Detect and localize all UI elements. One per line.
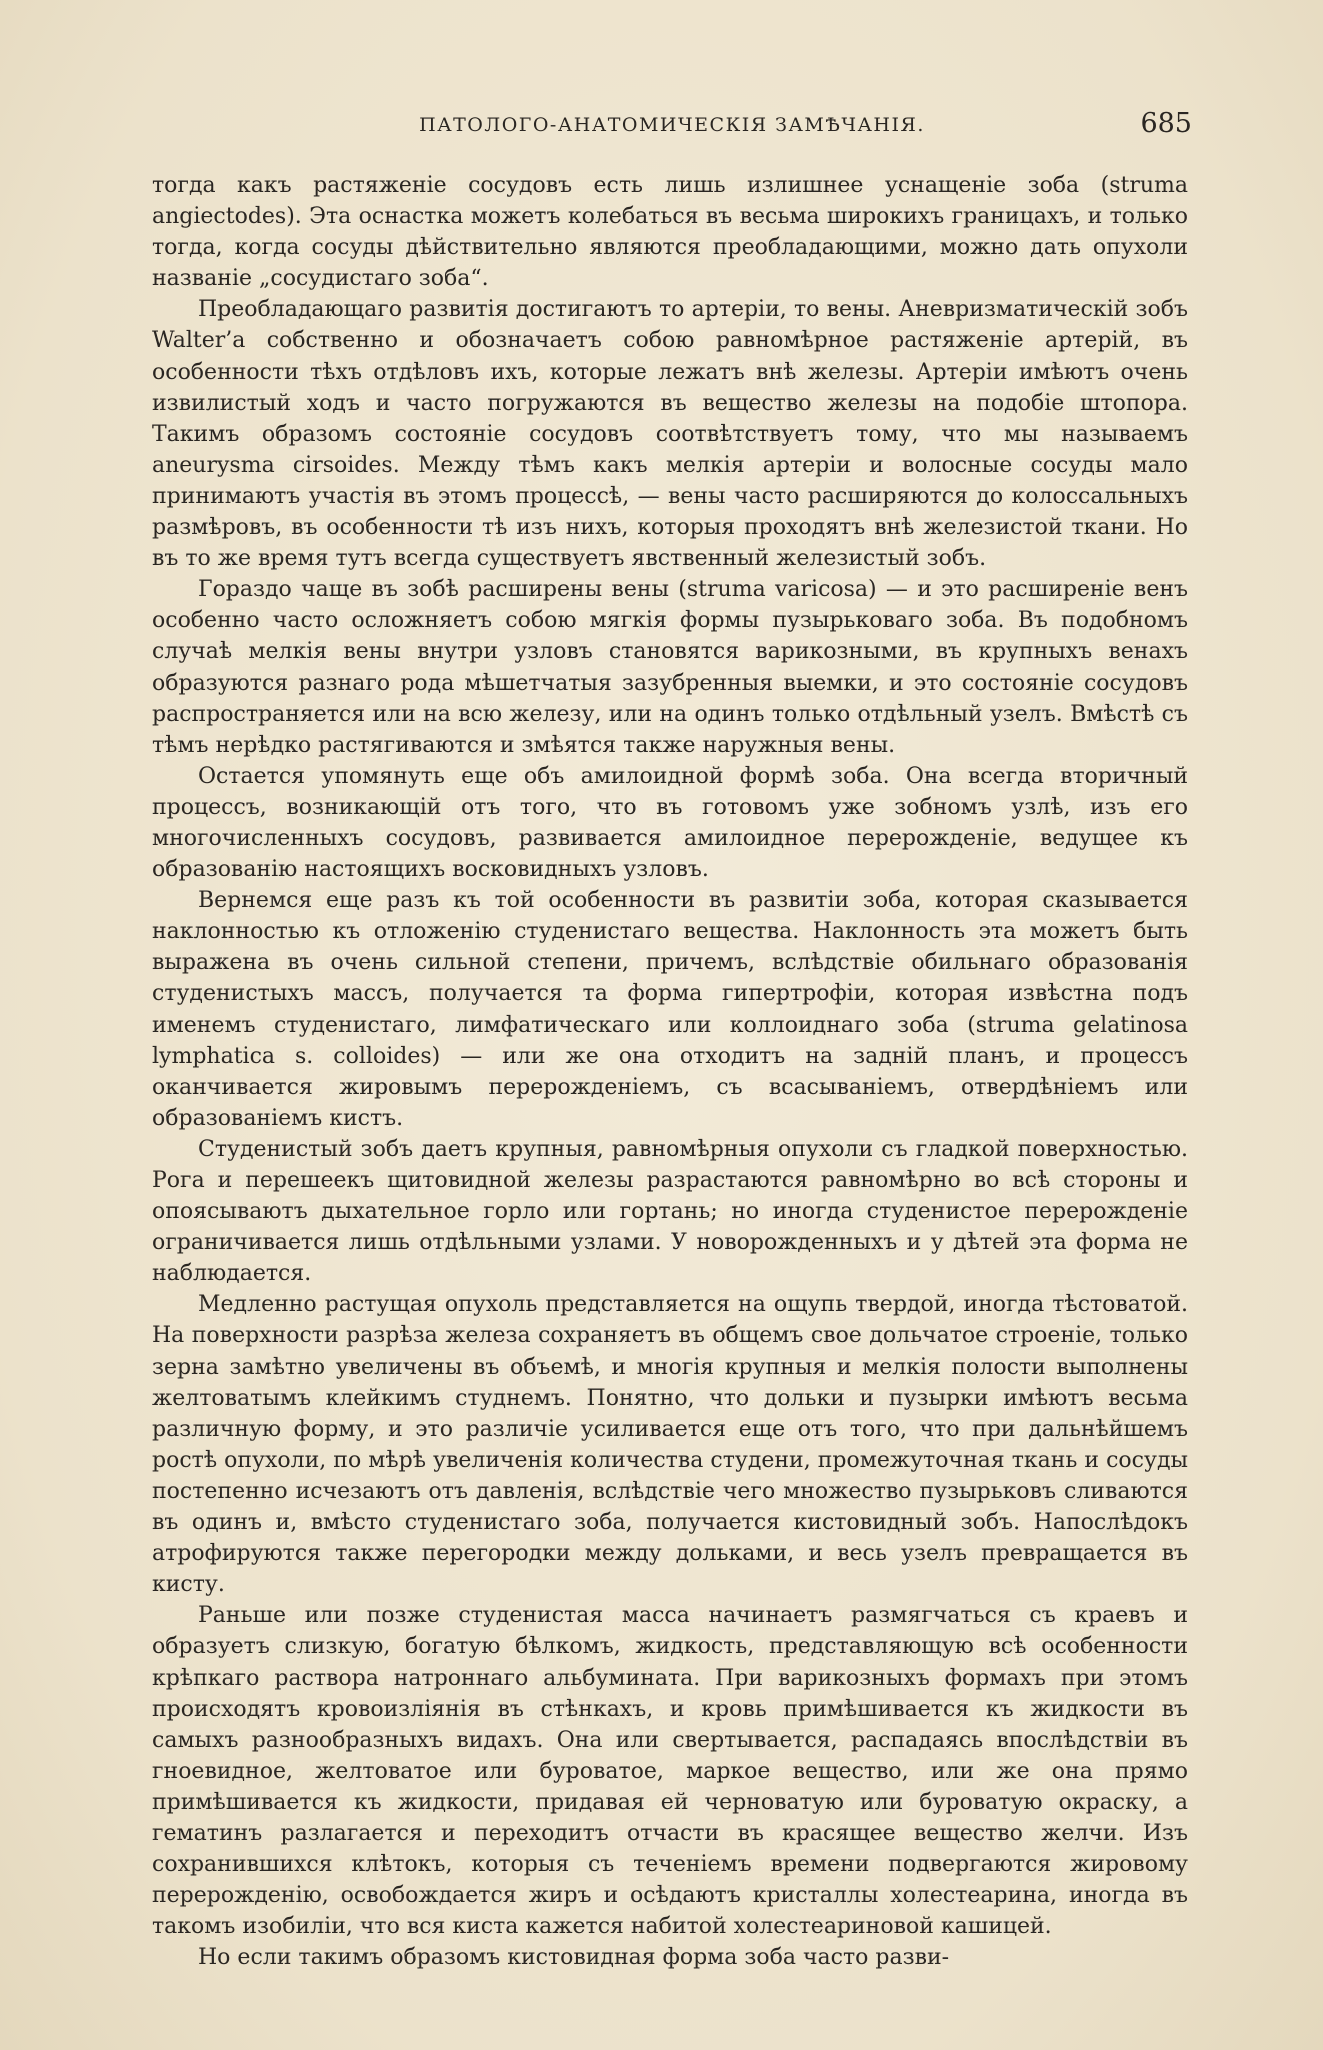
page-number: 685 [1140,108,1192,139]
paragraph-6: Студенистый зобъ даетъ крупныя, равномѣрныя опухоли съ гладкой поверхностью. Рога и перешеекъ щитовидной железы разрастаются равномѣрно во всѣ стороны и опоясываютъ дыхательное горло или гортань; но иногда студенистое перерожденіе ограничивается лишь отдѣльными узлами. У новорожденныхъ и у дѣтей эта форма не наблюдается. [152,1136,1188,1287]
paragraph-5: Вернемся еще разъ къ той особенности въ развитіи зоба, которая сказывается наклонностью къ отложенію студенистаго вещества. Наклонность эта можетъ быть выражена въ очень сильной степени, причемъ, вслѣдствіе обильнаго образованія студенистыхъ массъ, получается та форма гипертрофіи, которая извѣстна подъ именемъ студенистаго, лимфатическаго или коллоиднаго зоба (struma gelatinosa lymphatica s. colloides) — или же она отходитъ на задній планъ, и процессъ оканчивается жировымъ перерожденіемъ, съ всасываніемъ, отвердѣніемъ или образованіемъ кистъ. [152,888,1188,1131]
paragraph-8: Раньше или позже студенистая масса начинаетъ размягчаться съ краевъ и образуетъ слизкую, богатую бѣлкомъ, жидкость, представляющую всѣ особенности крѣпкаго раствора натроннаго альбумината. При варикозныхъ формахъ при этомъ происходятъ кровоизліянія въ стѣнкахъ, и кровь примѣшивается къ жидкости въ самыхъ разнообразныхъ видахъ. Она или свертывается, распадаясь впослѣдствіи въ гноевидное, желтоватое или буроватое, маркое вещество, или же она прямо примѣшивается къ жидкости, придавая ей черноватую или буроватую окраску, а гематинъ разлагается и переходитъ отчасти въ красящее вещество желчи. Изъ сохранившихся клѣтокъ, которыя съ теченіемъ времени подвергаются жировому перерожденію, освобождается жиръ и осѣдаютъ кристаллы холестеарина, иногда въ такомъ изобиліи, что вся киста кажется набитой холестеариновой кашицей. [152,1603,1188,1940]
running-title: ПАТОЛОГО-АНАТОМИЧЕСКІЯ ЗАМѢЧАНІЯ. [419,114,925,136]
paragraph-9: Но если такимъ образомъ кистовидная форма зоба часто разви- [198,1945,950,1971]
paragraph-3: Гораздо чаще въ зобѣ расширены вены (struma varicosa) — и это расширеніе венъ особенно часто осложняетъ собою мягкія формы пузырьковаго зоба. Въ подобномъ случаѣ мелкія вены внутри узловъ становятся варикозными, въ крупныхъ венахъ образуются разнаго рода мѣшетчатыя зазубренныя выемки, и это состояніе сосудовъ распространяется или на всю железу, или на одинъ только отдѣльный узелъ. Вмѣстѣ съ тѣмъ нерѣдко растягиваются и змѣятся также наружныя вены. [152,577,1188,758]
paragraph-1: тогда какъ растяженіе сосудовъ есть лишь излишнее уснащеніе зоба (struma angiectodes). Эта оснастка можетъ колебаться въ весьма широкихъ границахъ, и только тогда, когда сосуды дѣйствительно являются преобладающими, можно дать опухоли названіе „сосудистаго зоба“. [152,173,1188,292]
paragraph-7: Медленно растущая опухоль представляется на ощупь твердой, иногда тѣстоватой. На поверхности разрѣза железа сохраняетъ въ общемъ свое дольчатое строеніе, только зерна замѣтно увеличены въ объемѣ, и многія крупныя и мелкія полости выполнены желтоватымъ клейкимъ студнемъ. Понятно, что дольки и пузырки имѣютъ весьма различную форму, и это различіе усиливается еще отъ того, что при дальнѣйшемъ ростѣ опухоли, по мѣрѣ увеличенія количества студени, промежуточная ткань и сосуды постепенно исчезаютъ отъ давленія, вслѣдствіе чего множество пузырьковъ сливаются въ одинъ и, вмѣсто студенистаго зоба, получается кистовидный зобъ. Напослѣдокъ атрофируются также перегородки между дольками, и весь узелъ превращается въ кисту. [152,1292,1188,1598]
paragraph-4: Остается упомянуть еще объ амилоидной формѣ зоба. Она всегда вторичный процессъ, возникающій отъ того, что въ готовомъ уже зобномъ узлѣ, изъ его многочисленныхъ сосудовъ, развивается амилоидное перерожденіе, ведущее къ образованію настоящихъ восковидныхъ узловъ. [152,763,1188,883]
page-header [152,108,1192,148]
paragraph-2: Преобладающаго развитія достигаютъ то артеріи, то вены. Аневризматическій зобъ Walter’a собственно и обозначаетъ собою равномѣрное растяженіе артерій, въ особенности тѣхъ отдѣловъ ихъ, которые лежатъ внѣ железы. Артеріи имѣютъ очень извилистый ходъ и часто погружаются въ вещество железы на подобіе штопора. Такимъ образомъ состояніе сосудовъ соотвѣтствуетъ тому, что мы называемъ aneurysma cirsoides. Между тѣмъ какъ мелкія артеріи и волосные сосуды мало принимаютъ участія въ этомъ процессѣ, — вены часто расширяются до колоссальныхъ размѣровъ, въ особенности тѣ изъ нихъ, которыя проходятъ внѣ железистой ткани. Но въ то же время тутъ всегда существуетъ явственный железистый зобъ. [152,297,1188,572]
body-text [152,170,1188,1973]
